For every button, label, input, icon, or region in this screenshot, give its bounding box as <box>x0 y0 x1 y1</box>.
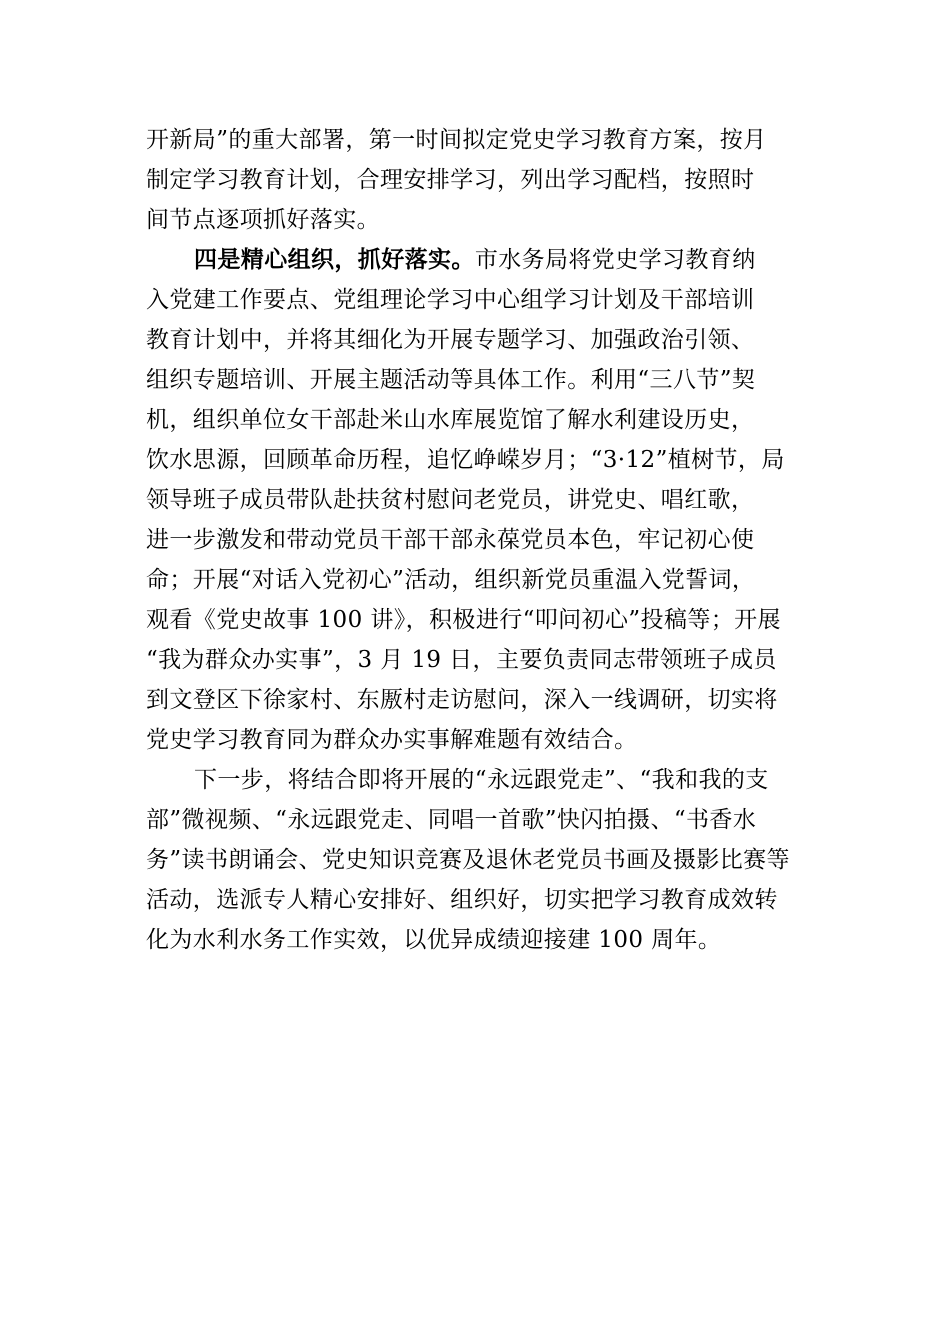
paragraph-3-line-2: 部”微视频、“永远跟党走、同唱一首歌”快闪拍摄、“书香水 <box>146 807 757 833</box>
paragraph-2-line-7: 领导班子成员带队赴扶贫村慰问老党员，讲党史、唱红歌， <box>146 487 755 513</box>
paragraph-1-line-3: 间节点逐项抓好落实。 <box>146 207 380 233</box>
paragraph-2-line-9: 命；开展“对话入党初心”活动，组织新党员重温入党誓词， <box>146 567 756 593</box>
paragraph-2-line-2: 入党建工作要点、党组理论学习中心组学习计划及干部培训 <box>146 287 755 313</box>
paragraph-3-line-5: 化为水利水务工作实效，以优异成绩迎接建 100 周年。 <box>146 927 722 953</box>
paragraph-2-line-1 <box>146 240 818 280</box>
paragraph-3-line-4: 活动，选派专人精心安排好、组织好，切实把学习教育成效转 <box>146 887 778 913</box>
paragraph-2-line-8: 进一步激发和带动党员干部干部永葆党员本色，牢记初心使 <box>146 527 755 553</box>
paragraph-2-line-3: 教育计划中，并将其细化为开展专题学习、加强政治引领、 <box>146 327 755 353</box>
paragraph-2-line-5: 机，组织单位女干部赴米山水库展览馆了解水利建设历史， <box>146 407 755 433</box>
paragraph-1-line-1: 开新局”的重大部署，第一时间拟定党史学习教育方案，按月 <box>146 127 767 153</box>
paragraph-2-line-13: 党史学习教育同为群众办实事解难题有效结合。 <box>146 727 638 753</box>
paragraph-2-line-11: “我为群众办实事”，3 月 19 日，主要负责同志带领班子成员 <box>146 647 777 673</box>
paragraph-3-line-1: 下一步，将结合即将开展的“永远跟党走”、“我和我的支 <box>194 767 769 793</box>
paragraph-2-line-1-text: 市水务局将党史学习教育纳 <box>474 247 756 273</box>
paragraph-2-lead-heading: 四是精心组织，抓好落实。 <box>194 247 475 273</box>
paragraph-2-line-4: 组织专题培训、开展主题活动等具体工作。利用“三八节”契 <box>146 367 756 393</box>
paragraph-2-line-6: 饮水思源，回顾革命历程，追忆峥嵘岁月；“3·12”植树节，局 <box>146 447 785 473</box>
paragraph-2-line-12: 到文登区下徐家村、东厫村走访慰问，深入一线调研，切实将 <box>146 687 778 713</box>
document-body <box>146 120 818 960</box>
paragraph-3-line-3: 务”读书朗诵会、党史知识竞赛及退休老党员书画及摄影比赛等 <box>146 847 790 873</box>
paragraph-1-line-2: 制定学习教育计划，合理安排学习，列出学习配档，按照时 <box>146 167 755 193</box>
paragraph-2-line-10: 观看《党史故事 100 讲》，积极进行“叩问初心”投稿等；开展 <box>146 607 781 633</box>
